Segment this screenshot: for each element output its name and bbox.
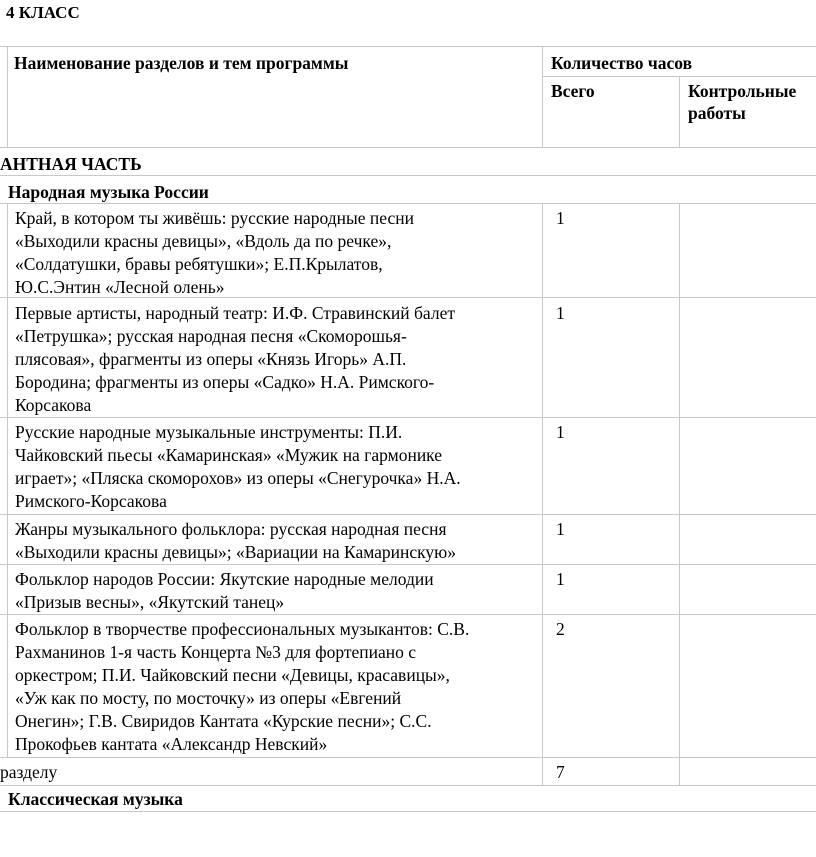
row-text-line: «Призыв весны», «Якутский танец» [15, 592, 285, 612]
page-title: 4 КЛАСС [6, 3, 80, 22]
row-text-line: Бородина; фрагменты из оперы «Садко» Н.А. Римского- [15, 372, 435, 392]
row-text-line: Русские народные музыкальные инструменты: П.И. [15, 422, 403, 442]
table-rule [0, 757, 816, 758]
row-text-line: Римского-Корсакова [15, 491, 167, 511]
subtotal-label: разделу [0, 762, 58, 782]
row-hours: 1 [556, 519, 565, 539]
row-text-line: Первые артисты, народный театр: И.Ф. Стравинский балет [15, 303, 455, 323]
row-text-line: Корсакова [15, 395, 92, 415]
row-text-line: «Уж как по мосту, по мосточку» из оперы «Евгений [15, 688, 402, 708]
table-rule [0, 514, 816, 515]
section-title: АНТНАЯ ЧАСТЬ [0, 154, 142, 174]
row-text-line: играет»; «Пляска скоморохов» из оперы «Снегурочка» Н.А. [15, 468, 461, 488]
row-text-line: Чайковский пьесы «Камаринская» «Мужик на гармонике [15, 445, 443, 465]
row-text-line: «Выходили красны девицы», «Вдоль да по речке», [15, 231, 392, 251]
row-text-line: Фольклор в творчестве профессиональных музыкантов: С.В. [15, 619, 470, 639]
table-rule [0, 614, 816, 615]
header-tests-line: работы [688, 103, 746, 123]
row-hours: 2 [556, 619, 565, 639]
row-text-line: оркестром; П.И. Чайковский песни «Девицы, красавицы», [15, 665, 450, 685]
row-hours: 1 [556, 303, 565, 323]
row-hours: 1 [556, 569, 565, 589]
row-text-line: Фольклор народов России: Якутские народные мелодии [15, 569, 434, 589]
module-title: Классическая музыка [8, 789, 183, 809]
table-rule [0, 785, 816, 786]
row-text-line: Ю.С.Энтин «Лесной олень» [15, 277, 225, 297]
table-rule [0, 564, 816, 565]
table-rule [7, 203, 8, 757]
row-text-line: Прокофьев кантата «Александр Невский» [15, 734, 328, 754]
row-text-line: плясовая», фрагменты из оперы «Князь Игорь» А.П. [15, 349, 407, 369]
row-text-line: Рахманинов 1-я часть Концерта №3 для фортепиано с [15, 642, 417, 662]
module-title: Народная музыка России [8, 182, 209, 202]
header-hours: Количество часов [551, 53, 693, 73]
row-text-line: «Петрушка»; русская народная песня «Скоморошья- [15, 326, 407, 346]
row-hours: 1 [556, 208, 565, 228]
row-text-line: «Солдатушки, бравы ребятушки»; Е.П.Крылатов, [15, 254, 383, 274]
row-text-line: Жанры музыкального фольклора: русская народная песня [15, 519, 447, 539]
table-rule [7, 46, 8, 147]
subtotal-hours: 7 [556, 762, 565, 782]
row-text-line: Онегин»; Г.В. Свиридов Кантата «Курские песни»; С.С. [15, 711, 432, 731]
table-rule [542, 46, 543, 147]
table-rule [679, 203, 680, 785]
table-rule [0, 417, 816, 418]
table-rule [0, 147, 816, 148]
header-name: Наименование разделов и тем программы [14, 53, 349, 73]
row-text-line: Край, в котором ты живёшь: русские народные песни [15, 208, 414, 228]
table-rule [679, 76, 680, 147]
table-rule [0, 811, 816, 812]
header-total: Всего [551, 81, 595, 101]
header-tests-line: Контрольные [688, 81, 797, 101]
table-rule [0, 46, 816, 47]
row-hours: 1 [556, 422, 565, 442]
table-rule [542, 203, 543, 785]
row-text-line: «Выходили красны девицы»; «Вариации на Камаринскую» [15, 542, 457, 562]
